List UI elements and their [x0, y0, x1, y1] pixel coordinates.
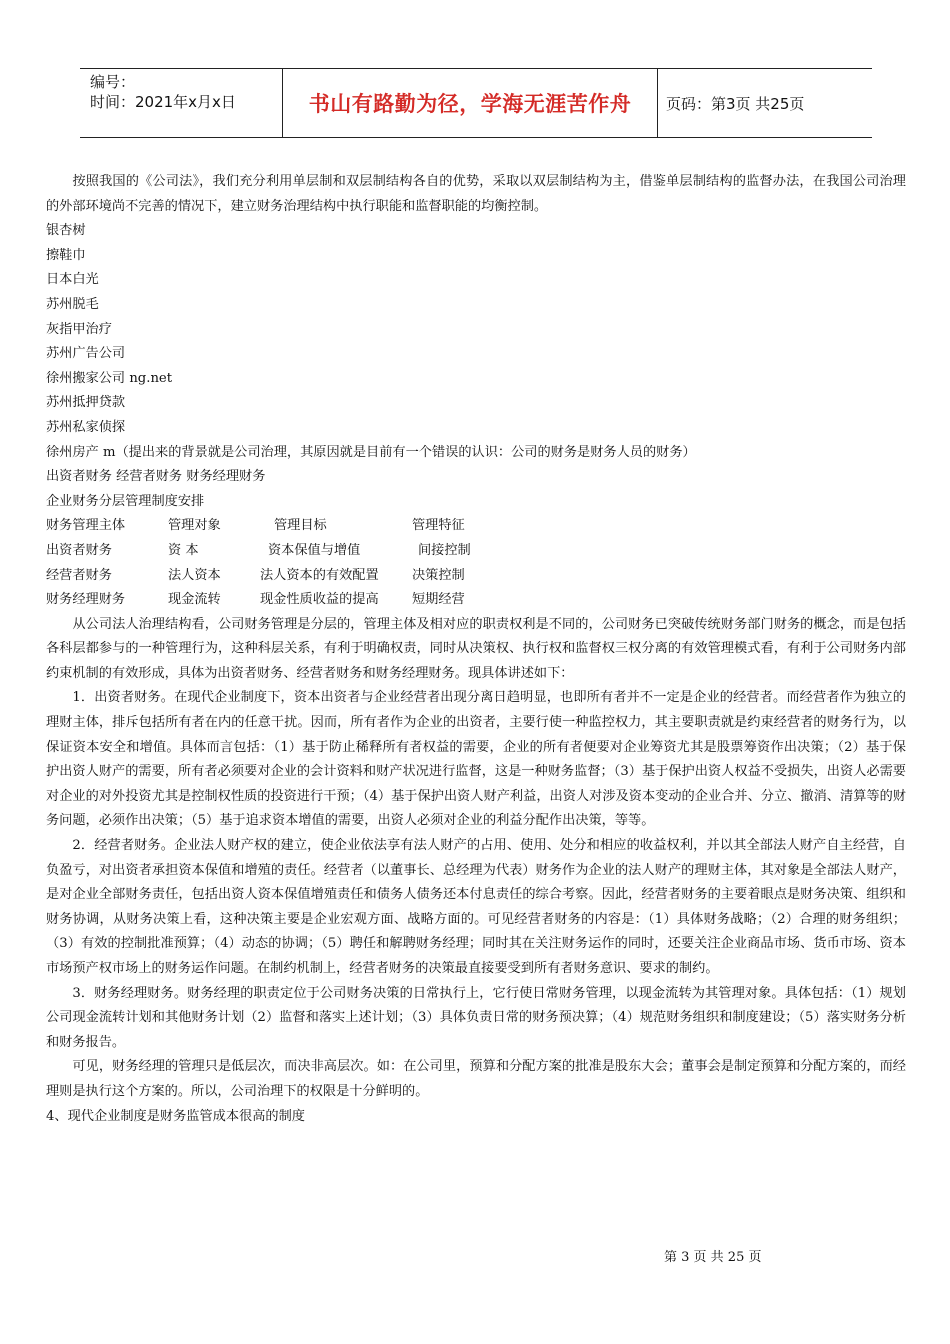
table-caption: 企业财务分层管理制度安排	[46, 493, 205, 509]
body-paragraph: 可见，财务经理的管理只是低层次，而决非高层次。如：在公司里，预算和分配方案的批准是股东大会；董事会是制定预算和分配方案的，而经理则是执行这个方案的。所以，公司治理下的权限是十分鲜明的。	[46, 1059, 906, 1099]
table-cell: 现金性质收益的提高	[260, 592, 379, 608]
body-paragraph: 1．出资者财务。在现代企业制度下，资本出资者与企业经营者出现分离日趋明显，也即所有者并不一定是企业的经营者。而经营者作为独立的理财主体，排斥包括所有者在内的任意干扰。因而，所有者作为企业的出资者，主要行使一种监控权力，其主要职责就是约束经营者的财务行为，以保证资本安全和增值。具体而言包括：（1）基于防止稀释所有者权益的需要，企业的所有者便要对企业筹资尤其是股票筹资作出决策；（2）基于保护出资人财产的需要，所有者必须要对企业的会计资料和财产状况进行监督，这是一种财务监督；（3）基于保护出资人权益不受损失，出资人必需要对企业的对外投资尤其是控制权性质的投资进行干预；（4）基于保护出资人财产利益，出资人对涉及资本变动的企业合并、分立、撤消、清算等的财务问题，必须作出决策；（5）基于追求资本增值的需要，出资人必须对企业的利益分配作出决策，等等。	[46, 690, 906, 829]
list-line: 擦鞋巾	[46, 247, 86, 263]
page-footer: 第 3 页 共 25 页	[664, 1250, 762, 1265]
body-paragraph: 从公司法人治理结构看，公司财务管理是分层的，管理主体及相对应的职责权利是不同的，公司财务已突破传统财务部门财务的概念，而是包括各科层都参与的一种管理行为，这种科层关系，有利于明确权责，同时从决策权、执行权和监督权三权分离的有效管理模式看，有利于公司财务内部约束机制的有效形成，具体为出资者财务、经营者财务和财务经理财务。现具体讲述如下：	[46, 616, 906, 681]
body-paragraph: 2．经营者财务。企业法人财产权的建立，使企业依法享有法人财产的占用、使用、处分和相应的收益权利，并以其全部法人财产自主经营，自负盈亏，对出资者承担资本保值和增殖的责任。经营者（以董事长、总经理为代表）财务作为企业的法人财产的理财主体，其对象是全部法人财产，是对企业全部财务责任，包括出资人资本保值增殖责任和债务人债务还本付息责任的综合考察。因此，经营者财务的主要着眼点是财务决策、组织和财务协调，从财务决策上看，这种决策主要是企业宏观方面、战略方面的。可见经营者财务的内容是：（1）具体财务战略；（2）合理的财务组织；（3）有效的控制批准预算；（4）动态的协调；（5）聘任和解聘财务经理；同时其在关注财务运作的同时，还要关注企业商品市场、货币市场、资本市场预产权市场上的财务运作问题。在制约机制上，经营者财务的决策最直接要受到所有者财务意识、要求的制约。	[46, 838, 906, 976]
list-line: 徐州搬家公司 ng.net	[46, 370, 173, 386]
document-number-label: 编号：	[90, 73, 136, 91]
table-header-row	[46, 514, 906, 539]
page-number-label: 页码：第3页 共25页	[666, 94, 805, 113]
table-header-cell: 管理目标	[274, 518, 327, 534]
list-line: 苏州脱毛	[46, 296, 99, 312]
table-row	[46, 539, 906, 564]
table-cell: 决策控制	[412, 567, 465, 583]
table-cell: 法人资本	[168, 567, 221, 583]
table-row	[46, 564, 906, 589]
list-line: 徐州房产 m（提出来的背景就是公司治理，其原因就是目前有一个错误的认识：公司的财务是财务人员的财务）	[46, 444, 696, 460]
table-cell: 出资者财务	[46, 542, 112, 558]
table-cell: 资 本	[168, 542, 199, 558]
document-body	[46, 170, 906, 1129]
list-line: 灰指甲治疗	[46, 321, 112, 337]
list-line: 出资者财务 经营者财务 财务经理财务	[46, 469, 266, 485]
list-line: 苏州广告公司	[46, 346, 126, 362]
header-meta-cell	[80, 69, 283, 137]
table-header-cell: 财务管理主体	[46, 518, 126, 534]
table-cell: 资本保值与增值	[268, 542, 361, 558]
header-page-cell	[658, 69, 872, 137]
header-motto-cell	[283, 69, 658, 137]
document-date-label: 时间：2021年x月x日	[90, 93, 236, 111]
table-cell: 经营者财务	[46, 567, 112, 583]
intro-paragraph: 按照我国的《公司法》，我们充分利用单层制和双层制结构各自的优势，采取以双层制结构为主，借鉴单层制结构的监督办法，在我国公司治理的外部环境尚不完善的情况下，建立财务治理结构中执行职能和监督职能的均衡控制。	[46, 174, 906, 214]
list-line: 苏州抵押贷款	[46, 395, 126, 411]
page-header	[80, 68, 872, 138]
body-paragraph: 3．财务经理财务。财务经理的职责定位于公司财务决策的日常执行上，它行使日常财务管理，以现金流转为其管理对象。具体包括：（1）规划公司现金流转计划和其他财务计划（2）监督和落实上述计划；（3）具体负责日常的财务预决算；（4）规范财务组织和制度建设；（5）落实财务分析和财务报告。	[46, 985, 906, 1050]
list-line: 日本白光	[46, 272, 99, 288]
list-line: 银杏树	[46, 223, 86, 239]
table-header-cell: 管理特征	[412, 518, 465, 534]
table-cell: 法人资本的有效配置	[260, 567, 379, 583]
list-line: 苏州私家侦探	[46, 419, 126, 435]
motto-text: 书山有路勤为径，学海无涯苦作舟	[308, 92, 632, 116]
section-heading: 4、现代企业制度是财务监管成本很高的制度	[46, 1108, 305, 1124]
table-row	[46, 588, 906, 613]
table-cell: 现金流转	[168, 592, 221, 608]
table-cell: 短期经营	[412, 592, 465, 608]
table-cell: 财务经理财务	[46, 592, 126, 608]
table-header-cell: 管理对象	[168, 518, 221, 534]
table-cell: 间接控制	[418, 542, 471, 558]
